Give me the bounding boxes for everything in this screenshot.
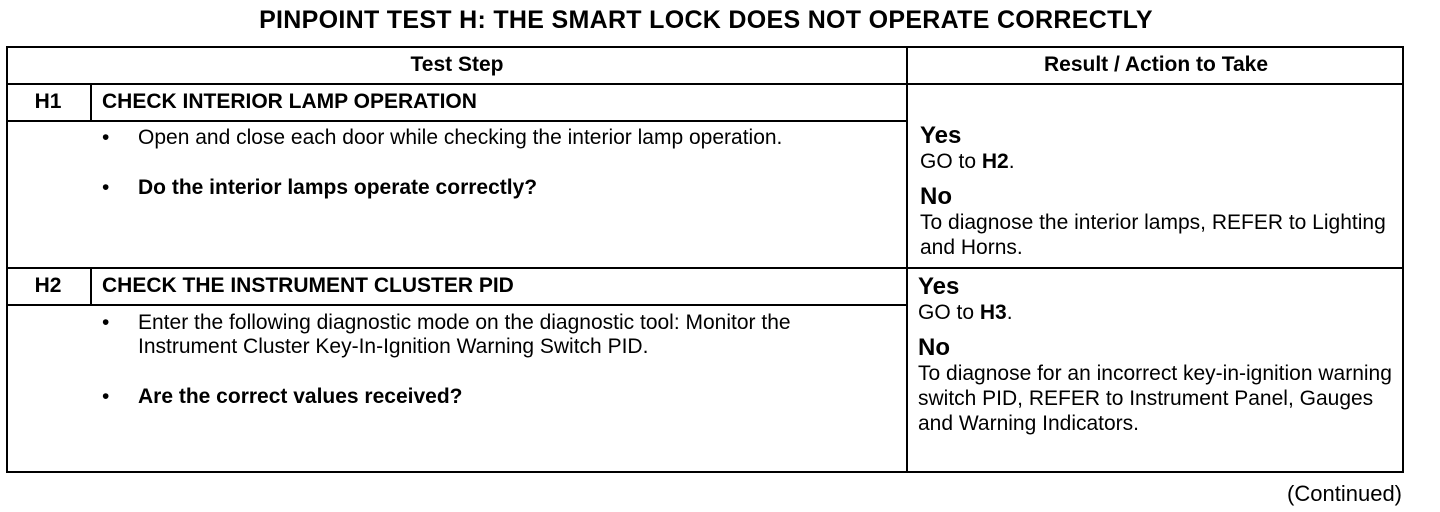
step-number-h1: H1: [34, 90, 62, 113]
no-action-h2: To diagnose for an incorrect key-in-ignition warning switch PID, REFER to Instrument Panel, Gauges and Warning Indicators.: [918, 362, 1392, 435]
no-action-h1: To diagnose the interior lamps, REFER to Lighting and Horns.: [920, 211, 1386, 259]
bullet-marker: •: [102, 176, 110, 199]
header-divider: [8, 83, 1402, 85]
step-h1-instruction: Open and close each door while checking the interior lamp operation.: [138, 126, 783, 149]
page-title: PINPOINT TEST H: THE SMART LOCK DOES NOT OPERATE CORRECTLY: [259, 6, 1153, 34]
bullet-marker: •: [102, 126, 110, 149]
step-h1-question: Do the interior lamps operate correctly?: [138, 176, 538, 199]
bullet-marker: •: [102, 311, 110, 334]
step-title-divider: [8, 120, 906, 122]
column-divider: [906, 48, 908, 471]
bullet-marker: •: [102, 385, 110, 408]
step-h2-question: Are the correct values received?: [138, 385, 463, 408]
step-h2-instruction: Enter the following diagnostic mode on the diagnostic tool: Monitor the Instrument Cluster Key-In-Ignition Warning Switch PID.: [138, 311, 791, 358]
step-title-h2: CHECK THE INSTRUMENT CLUSTER PID: [102, 274, 514, 297]
no-label-h1: No: [920, 183, 952, 210]
continued-note: (Continued): [1287, 481, 1402, 506]
step-number-divider: [90, 85, 92, 120]
step-title-h1: CHECK INTERIOR LAMP OPERATION: [102, 90, 477, 113]
no-label-h2: No: [918, 334, 950, 361]
step-number-h2: H2: [34, 274, 62, 297]
yes-action-h1: GO to H2.: [920, 150, 1015, 173]
yes-label-h1: Yes: [920, 122, 962, 149]
yes-action-h2: GO to H3.: [918, 301, 1013, 324]
step-divider: [8, 267, 1402, 269]
pinpoint-test-table: [6, 46, 1404, 473]
yes-label-h2: Yes: [918, 273, 960, 300]
header-result-action: Result / Action to Take: [1043, 53, 1269, 76]
step-number-divider: [90, 269, 92, 304]
header-test-step: Test Step: [410, 53, 504, 76]
step-title-divider: [8, 304, 906, 306]
